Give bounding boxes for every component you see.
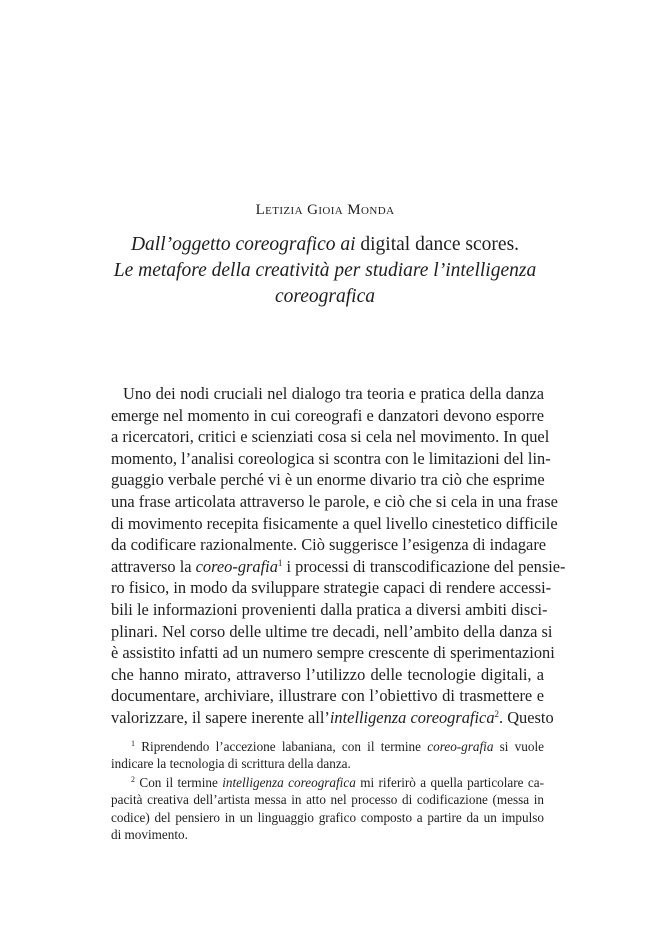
- body-line: che hanno mirato, attraverso l’utilizzo delle tecnologie digitali, a: [111, 664, 544, 684]
- body-line: da codificare razionalmente. Ciò suggerisce l’esigenza di indagare: [111, 535, 547, 555]
- footnote-line: indicare la tecnologia di scrittura della danza.: [111, 756, 351, 772]
- footnote-line: [111, 738, 544, 755]
- text-run: attraverso la: [111, 556, 192, 576]
- title-line-3-text: coreografica: [274, 286, 375, 307]
- body-line: una frase articolata attraverso le parole, e ciò che si cela in una frase: [111, 491, 558, 511]
- title-italic-part: Dall’oggetto coreografico ai: [130, 234, 356, 255]
- emphasis-coreo-grafia: coreo-grafia: [195, 556, 278, 576]
- footnote-1: [111, 738, 544, 773]
- body-line: bili le informazioni provenienti dalla pratica a diversi ambiti disci-: [111, 599, 548, 619]
- body-line: di movimento recepita fisicamente a quel livello cinestetico difficile: [111, 513, 558, 533]
- body-line: emerge nel momento in cui coreografi e danzatori devono esporre: [111, 405, 544, 425]
- footnote-2: [111, 774, 544, 843]
- chapter-title: [0, 232, 650, 310]
- text-run-italic: coreo-grafia: [427, 739, 494, 754]
- footnote-line: codice) del pensiero in un linguaggio grafico composto a partire da un impulso: [111, 809, 544, 825]
- footnote-number: 1: [131, 739, 135, 748]
- body-line: plinari. Nel corso delle ultime tre decadi, nell’ambito della danza si: [111, 621, 553, 641]
- footnote-line: di movimento.: [111, 826, 188, 842]
- text-run: valorizzare, il sapere inerente all’: [111, 707, 330, 727]
- body-line: momento, l’analisi coreologica si scontra con le limitazioni del lin-: [111, 448, 551, 468]
- author-name: Letizia Gioia Monda: [255, 202, 395, 218]
- emphasis-intelligenza-coreografica: intelligenza coreografica: [329, 707, 495, 727]
- footnote-number: 2: [131, 775, 135, 784]
- body-line: [111, 707, 554, 729]
- footnote-line: [111, 774, 544, 791]
- footnote-line: pacità creativa dell’artista messa in atto nel processo di codificazione (messa in: [111, 792, 544, 808]
- text-run-italic: intelligenza coreografica: [222, 775, 356, 790]
- body-line: Uno dei nodi cruciali nel dialogo tra teoria e pratica della danza: [123, 384, 544, 403]
- body-line: è assistito infatti ad un numero sempre crescente di sperimentazioni: [111, 643, 555, 663]
- body-line: [111, 556, 566, 578]
- footnote-ref-2[interactable]: 2: [494, 708, 500, 719]
- text-run: Con il termine: [139, 775, 218, 790]
- text-run: . Questo: [499, 707, 554, 727]
- body-line: ro fisico, in modo da sviluppare strategie capaci di rendere accessi-: [111, 578, 552, 598]
- text-run: mi riferirò a quella particolare ca-: [360, 775, 545, 790]
- title-line-1: [0, 232, 650, 258]
- body-line: documentare, archiviare, illustrare con l’obiettivo di trasmettere e: [111, 686, 544, 706]
- title-line-2-text: Le metafore della creatività per studiare l’intelligenza: [113, 260, 537, 281]
- text-run: Riprendendo l’accezione labaniana, con il termine: [141, 739, 422, 754]
- title-line-2: [0, 258, 650, 284]
- text-run: si vuole: [499, 739, 544, 754]
- body-line: guaggio verbale perché vi è un enorme divario tra ciò che esprime: [111, 470, 545, 490]
- footnote-ref-1[interactable]: 1: [277, 557, 283, 568]
- body-paragraph: [111, 383, 566, 729]
- text-run: i processi di transcodificazione del pensie-: [286, 556, 566, 576]
- title-line-3: [0, 284, 650, 310]
- body-line: a ricercatori, critici e scienziati cosa si cela nel movimento. In quel: [111, 427, 550, 447]
- title-roman-part: digital dance scores.: [360, 234, 520, 255]
